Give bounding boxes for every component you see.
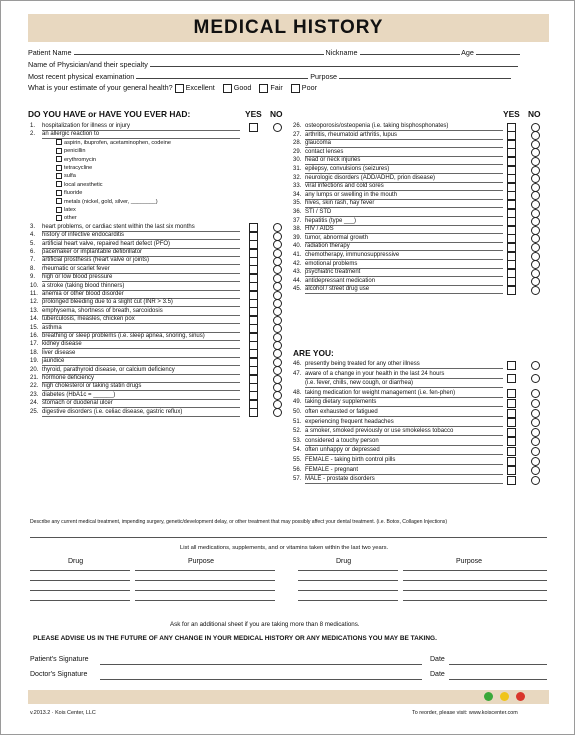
yes-checkbox[interactable] xyxy=(507,457,516,466)
yes-checkbox[interactable] xyxy=(507,399,516,408)
patient-name-row xyxy=(28,47,520,57)
question-item xyxy=(293,408,503,417)
question-number: 41. xyxy=(293,252,302,258)
drug-header-left: Drug xyxy=(68,558,84,565)
allergy-option xyxy=(56,172,76,180)
medication-entry-line[interactable] xyxy=(403,580,547,581)
allergy-option xyxy=(56,198,158,206)
question-number: 57. xyxy=(293,476,302,483)
question-number: 31. xyxy=(293,166,302,172)
allergy-label: penicillin xyxy=(64,148,86,155)
green-light-icon xyxy=(484,692,493,701)
are-you-heading: ARE YOU: xyxy=(293,348,334,358)
question-number: 10. xyxy=(30,282,39,289)
question-number: 5. xyxy=(30,240,36,247)
footer-version: v.2013.2 · Kois Center, LLC xyxy=(30,710,96,716)
question-text: hepatitis (type ___) xyxy=(305,217,503,226)
allergy-label: other xyxy=(64,215,77,222)
allergy-option xyxy=(56,206,76,214)
question-text: (i.e. fever, chills, new cough, or diarrhea) xyxy=(305,379,503,388)
question-text: often unhappy or depressed xyxy=(305,446,503,455)
question-text: thyroid, parathyroid disease, or calcium deficiency xyxy=(42,366,240,375)
question-number: 48. xyxy=(293,389,302,396)
yes-checkbox[interactable] xyxy=(507,374,516,383)
no-header-left: NO xyxy=(270,109,283,119)
purpose-header-left: Purpose xyxy=(188,558,215,565)
doctor-date-line[interactable] xyxy=(449,679,547,680)
medication-entry-line[interactable] xyxy=(135,570,275,571)
question-number: 49. xyxy=(293,399,302,406)
allergy-label: fluoride xyxy=(64,190,83,197)
allergy-checkbox[interactable] xyxy=(56,207,62,213)
physician-label: Name of Physician/and their specialty xyxy=(28,60,148,69)
no-checkbox[interactable] xyxy=(531,428,540,437)
fair-checkbox[interactable] xyxy=(259,84,268,93)
yes-checkbox[interactable] xyxy=(507,447,516,456)
question-text: chemotherapy, immunosuppressive xyxy=(305,251,503,260)
fair-label: Fair xyxy=(270,83,283,92)
allergy-label: sulfa xyxy=(64,173,76,180)
good-label: Good xyxy=(233,83,252,92)
yes-checkbox[interactable] xyxy=(249,123,258,132)
allergy-option xyxy=(56,214,77,222)
medication-entry-line[interactable] xyxy=(298,580,398,581)
question-number: 46. xyxy=(293,361,302,367)
question-text: breathing or sleep problems (i.e. sleep apnea, snoring, sinus) xyxy=(42,332,240,341)
purpose-field[interactable] xyxy=(339,71,511,79)
question-number: 11. xyxy=(30,291,38,297)
allergy-checkbox[interactable] xyxy=(56,148,62,154)
yes-checkbox[interactable] xyxy=(507,428,516,437)
question-text: MALE - prostate disorders xyxy=(305,475,503,484)
question-text: artificial prosthesis (heart valve or joints) xyxy=(42,256,240,265)
no-checkbox[interactable] xyxy=(531,243,540,252)
question-number: 13. xyxy=(30,307,39,314)
question-number: 15. xyxy=(30,324,39,331)
question-item xyxy=(293,285,503,294)
question-text: an allergic reaction to xyxy=(42,130,240,139)
yes-checkbox[interactable] xyxy=(507,286,516,295)
question-number: 38. xyxy=(293,226,302,233)
no-checkbox[interactable] xyxy=(273,123,282,132)
question-item xyxy=(293,389,503,398)
advise-notice: PLEASE ADVISE US IN THE FUTURE OF ANY CHANGE IN YOUR MEDICAL HISTORY OR ANY MEDICATIONS YOU MAY BE TAKING. xyxy=(33,635,437,642)
question-text: radiation therapy xyxy=(305,242,503,251)
allergy-label: latex xyxy=(64,207,76,213)
question-text: any lumps or swelling in the mouth xyxy=(305,191,503,200)
physician-field[interactable] xyxy=(150,59,518,67)
question-number: 47. xyxy=(293,370,302,377)
patient-name-field[interactable] xyxy=(74,47,324,55)
question-text: often exhausted or fatigued xyxy=(305,408,503,417)
question-item xyxy=(293,456,503,465)
allergy-option xyxy=(56,164,92,172)
allergy-option xyxy=(56,189,82,197)
page-title: MEDICAL HISTORY xyxy=(193,17,384,38)
poor-label: Poor xyxy=(301,83,317,92)
question-number: 3. xyxy=(30,223,36,230)
question-text: anemia or other blood disorder xyxy=(42,290,240,299)
question-text: experiencing frequent headaches xyxy=(305,418,503,427)
yes-checkbox[interactable] xyxy=(507,409,516,418)
question-number: 56. xyxy=(293,466,302,473)
yes-header-right: YES xyxy=(503,109,520,119)
question-text: emotional problems xyxy=(305,260,503,269)
patient-signature-line[interactable] xyxy=(100,664,422,665)
question-number: 50. xyxy=(293,409,302,415)
yes-checkbox[interactable] xyxy=(507,389,516,398)
question-text: tumor, abnormal growth xyxy=(305,234,503,243)
question-number: 37. xyxy=(293,217,302,224)
question-number: 7. xyxy=(30,257,36,264)
question-text: FEMALE - taking birth control pills xyxy=(305,456,503,465)
allergy-checkbox[interactable] xyxy=(56,173,62,179)
allergy-checkbox[interactable] xyxy=(56,190,62,196)
question-number: 6. xyxy=(30,249,36,255)
question-item xyxy=(293,398,503,407)
question-number: 12. xyxy=(30,299,39,306)
question-text: head or neck injuries xyxy=(305,156,503,165)
health-estimate-row xyxy=(28,83,323,93)
no-checkbox[interactable] xyxy=(531,200,540,209)
medication-entry-line[interactable] xyxy=(298,570,398,571)
question-text: jaundice xyxy=(42,357,240,366)
question-number: 25. xyxy=(30,408,39,415)
question-number: 22. xyxy=(30,383,39,390)
allergy-label: aspirin, ibuprofen, acetaminophen, codeine xyxy=(64,139,171,146)
question-text: prolonged bleeding due to a slight cut (INR > 3.5) xyxy=(42,298,240,307)
question-text: a smoker, smoked previously or use smokeless tobacco xyxy=(305,427,503,436)
question-number: 24. xyxy=(30,400,39,407)
question-item xyxy=(293,379,503,388)
question-item xyxy=(30,408,240,417)
no-checkbox[interactable] xyxy=(531,374,540,383)
question-number: 20. xyxy=(30,366,39,373)
allergy-label: erythromycin xyxy=(64,156,97,163)
drug-header-right: Drug xyxy=(336,558,352,565)
medication-entry-line[interactable] xyxy=(135,580,275,581)
allergy-option xyxy=(56,156,96,164)
question-text: contact lenses xyxy=(305,148,503,157)
question-number: 21. xyxy=(30,375,39,381)
medication-entry-line[interactable] xyxy=(135,600,275,601)
allergy-checkbox[interactable] xyxy=(56,156,62,162)
question-text: HIV / AIDS xyxy=(305,225,503,234)
question-item xyxy=(293,437,503,446)
medication-entry-line[interactable] xyxy=(403,570,547,571)
yes-header-left: YES xyxy=(245,109,262,119)
question-number: 8. xyxy=(30,265,36,272)
no-checkbox[interactable] xyxy=(531,409,540,418)
nickname-label: Nickname xyxy=(325,48,358,57)
purpose-label: Purpose xyxy=(310,72,338,81)
question-item xyxy=(293,370,503,379)
question-text: tuberculosis, measles, chicken pox xyxy=(42,315,240,324)
patient-date-label: Date xyxy=(430,656,445,663)
patient-date-line[interactable] xyxy=(449,664,547,665)
yes-checkbox[interactable] xyxy=(507,437,516,446)
exam-label: Most recent physical examination xyxy=(28,72,135,81)
question-text: kidney disease xyxy=(42,340,240,349)
exam-row xyxy=(28,71,511,81)
question-number: 14. xyxy=(30,316,39,323)
question-number: 34. xyxy=(293,191,302,198)
medication-entry-line[interactable] xyxy=(135,590,275,591)
yes-checkbox[interactable] xyxy=(507,361,516,370)
allergy-label: metals (nickel, gold, silver, ________) xyxy=(64,198,158,205)
question-number: 4. xyxy=(30,232,36,239)
nickname-field[interactable] xyxy=(360,47,460,55)
yellow-light-icon xyxy=(500,692,509,701)
allergy-checkbox[interactable] xyxy=(56,139,62,145)
health-estimate-label: What is your estimate of your general health? xyxy=(28,83,173,92)
question-number: 28. xyxy=(293,140,302,147)
no-checkbox[interactable] xyxy=(531,457,540,466)
question-item xyxy=(293,360,503,369)
allergy-option xyxy=(56,147,85,155)
question-item xyxy=(293,466,503,475)
question-text: arthritis, rheumatoid arthritis, lupus xyxy=(305,131,503,140)
doctor-signature-line[interactable] xyxy=(100,679,422,680)
question-number: 19. xyxy=(30,358,39,365)
yes-checkbox[interactable] xyxy=(507,476,516,485)
allergy-checkbox[interactable] xyxy=(56,181,62,187)
question-number: 39. xyxy=(293,234,302,241)
question-number: 44. xyxy=(293,277,302,284)
allergy-option xyxy=(56,139,171,147)
medication-entry-line[interactable] xyxy=(403,590,547,591)
question-item xyxy=(293,446,503,455)
question-number: 27. xyxy=(293,131,302,138)
question-text: diabetes (HbA1c = ______) xyxy=(42,391,240,400)
no-checkbox[interactable] xyxy=(531,157,540,166)
additional-sheet-note: Ask for an additional sheet if you are taking more than 8 medications. xyxy=(170,621,360,628)
question-text: epilepsy, convulsions (seizures) xyxy=(305,165,503,174)
yes-checkbox[interactable] xyxy=(249,408,258,417)
question-text: hormone deficiency xyxy=(42,374,240,383)
footer-reorder: To reorder, please visit: www.koiscenter.com xyxy=(412,710,518,716)
describe-line[interactable] xyxy=(30,537,547,538)
question-text: neurologic disorders (ADD/ADHD, prion disease) xyxy=(305,174,503,183)
good-checkbox[interactable] xyxy=(223,84,232,93)
question-number: 45. xyxy=(293,286,302,293)
question-text: rheumatic or scarlet fever xyxy=(42,265,240,274)
question-number: 32. xyxy=(293,174,302,181)
allergy-checkbox[interactable] xyxy=(56,198,62,204)
no-checkbox[interactable] xyxy=(531,399,540,408)
medication-entry-line[interactable] xyxy=(403,600,547,601)
question-text: asthma xyxy=(42,324,240,333)
question-number: 36. xyxy=(293,209,302,215)
patient-name-label: Patient Name xyxy=(28,48,72,57)
question-text: taking medication for weight management (i.e. fen-phen) xyxy=(305,389,503,398)
age-label: Age xyxy=(461,48,474,57)
question-text: psychiatric treatment xyxy=(305,268,503,277)
no-checkbox[interactable] xyxy=(531,476,540,485)
medication-entry-line[interactable] xyxy=(30,580,130,581)
title-bar xyxy=(28,14,549,42)
question-text: osteoporosis/osteopenia (i.e. taking bisphosphonates) xyxy=(305,122,503,131)
question-number: 52. xyxy=(293,428,302,435)
question-number: 42. xyxy=(293,260,302,267)
patient-signature-label: Patient's Signature xyxy=(30,656,89,663)
question-text: viral infections and cold sores xyxy=(305,182,503,191)
question-text: high cholesterol or taking statin drugs xyxy=(42,382,240,391)
age-field[interactable] xyxy=(476,47,520,55)
question-number: 16. xyxy=(30,333,39,339)
question-text: artificial heart valve, repaired heart defect (PFO) xyxy=(42,240,240,249)
question-number: 54. xyxy=(293,447,302,454)
question-text: alcohol / street drug use xyxy=(305,285,503,294)
question-text: FEMALE - pregnant xyxy=(305,466,503,475)
no-checkbox[interactable] xyxy=(531,447,540,456)
question-number: 26. xyxy=(293,123,302,129)
question-number: 43. xyxy=(293,269,302,276)
question-number: 2. xyxy=(30,131,36,138)
question-text: history of infective endocarditis xyxy=(42,231,240,240)
question-item xyxy=(293,427,503,436)
allergy-checkbox[interactable] xyxy=(56,165,62,171)
question-text: liver disease xyxy=(42,349,240,358)
question-number: 40. xyxy=(293,243,302,250)
poor-checkbox[interactable] xyxy=(291,84,300,93)
question-item xyxy=(293,475,503,484)
question-text: hospitalization for illness or injury xyxy=(42,122,240,131)
medications-instruction: List all medications, supplements, and or vitamins taken within the last two years. xyxy=(180,545,389,551)
allergy-checkbox[interactable] xyxy=(56,215,62,221)
no-header-right: NO xyxy=(528,109,541,119)
question-number: 18. xyxy=(30,349,39,356)
exam-field[interactable] xyxy=(136,71,308,79)
question-text: aware of a change in your health in the last 24 hours xyxy=(305,370,503,379)
question-text: glaucoma xyxy=(305,139,503,148)
question-number: 1. xyxy=(30,123,36,129)
red-light-icon xyxy=(516,692,525,701)
question-text: hives, skin rash, hay fever xyxy=(305,199,503,208)
question-text: taking dietary supplements xyxy=(305,398,503,407)
excellent-checkbox[interactable] xyxy=(175,84,184,93)
question-text: considered a touchy person xyxy=(305,437,503,446)
medication-entry-line[interactable] xyxy=(298,590,398,591)
physician-row xyxy=(28,59,518,69)
question-text: emphysema, shortness of breath, sarcoidosis xyxy=(42,307,240,316)
question-number: 17. xyxy=(30,341,39,348)
medication-entry-line[interactable] xyxy=(30,570,130,571)
medication-entry-line[interactable] xyxy=(298,600,398,601)
no-checkbox[interactable] xyxy=(531,361,540,370)
question-number: 55. xyxy=(293,457,302,463)
question-text: presently being treated for any other illness xyxy=(305,360,503,369)
excellent-label: Excellent xyxy=(185,83,215,92)
yes-checkbox[interactable] xyxy=(507,466,516,475)
question-text: stomach or duodenal ulcer xyxy=(42,399,240,408)
question-number: 9. xyxy=(30,274,36,281)
doctor-date-label: Date xyxy=(430,671,445,678)
question-number: 35. xyxy=(293,200,302,207)
describe-instruction: Describe any current medical treatment, impending surgery, genetic/development delay, or other treatment that may possibly affect your dental treatment. (i.e. Botox, Collagen Injections) xyxy=(30,519,448,525)
question-item xyxy=(293,418,503,427)
question-text: antidepressant medication xyxy=(305,277,503,286)
medication-entry-line[interactable] xyxy=(30,590,130,591)
yes-checkbox[interactable] xyxy=(507,418,516,427)
doctor-signature-label: Doctor's Signature xyxy=(30,671,88,678)
purpose-header-right: Purpose xyxy=(456,558,483,565)
question-number: 30. xyxy=(293,157,302,164)
question-text: pacemaker or implantable defibrillator xyxy=(42,248,240,257)
question-number: 33. xyxy=(293,183,302,190)
medication-entry-line[interactable] xyxy=(30,600,130,601)
question-text: STI / STD xyxy=(305,208,503,217)
allergy-option xyxy=(56,181,103,189)
allergy-label: tetracycline xyxy=(64,165,93,171)
question-text: heart problems, or cardiac stent within the last six months xyxy=(42,223,240,232)
question-number: 23. xyxy=(30,391,39,398)
question-number: 53. xyxy=(293,437,302,444)
section-have-heading: DO YOU HAVE or HAVE YOU EVER HAD: xyxy=(28,109,191,119)
question-text: a stroke (taking blood thinners) xyxy=(42,282,240,291)
question-number: 51. xyxy=(293,418,302,425)
question-text: high or low blood pressure xyxy=(42,273,240,282)
question-text: digestive disorders (i.e. celiac disease, gastric reflux) xyxy=(42,408,240,417)
no-checkbox[interactable] xyxy=(531,286,540,295)
question-number: 29. xyxy=(293,148,302,155)
allergy-label: local anesthetic xyxy=(64,181,103,188)
footer-bar xyxy=(28,690,549,704)
